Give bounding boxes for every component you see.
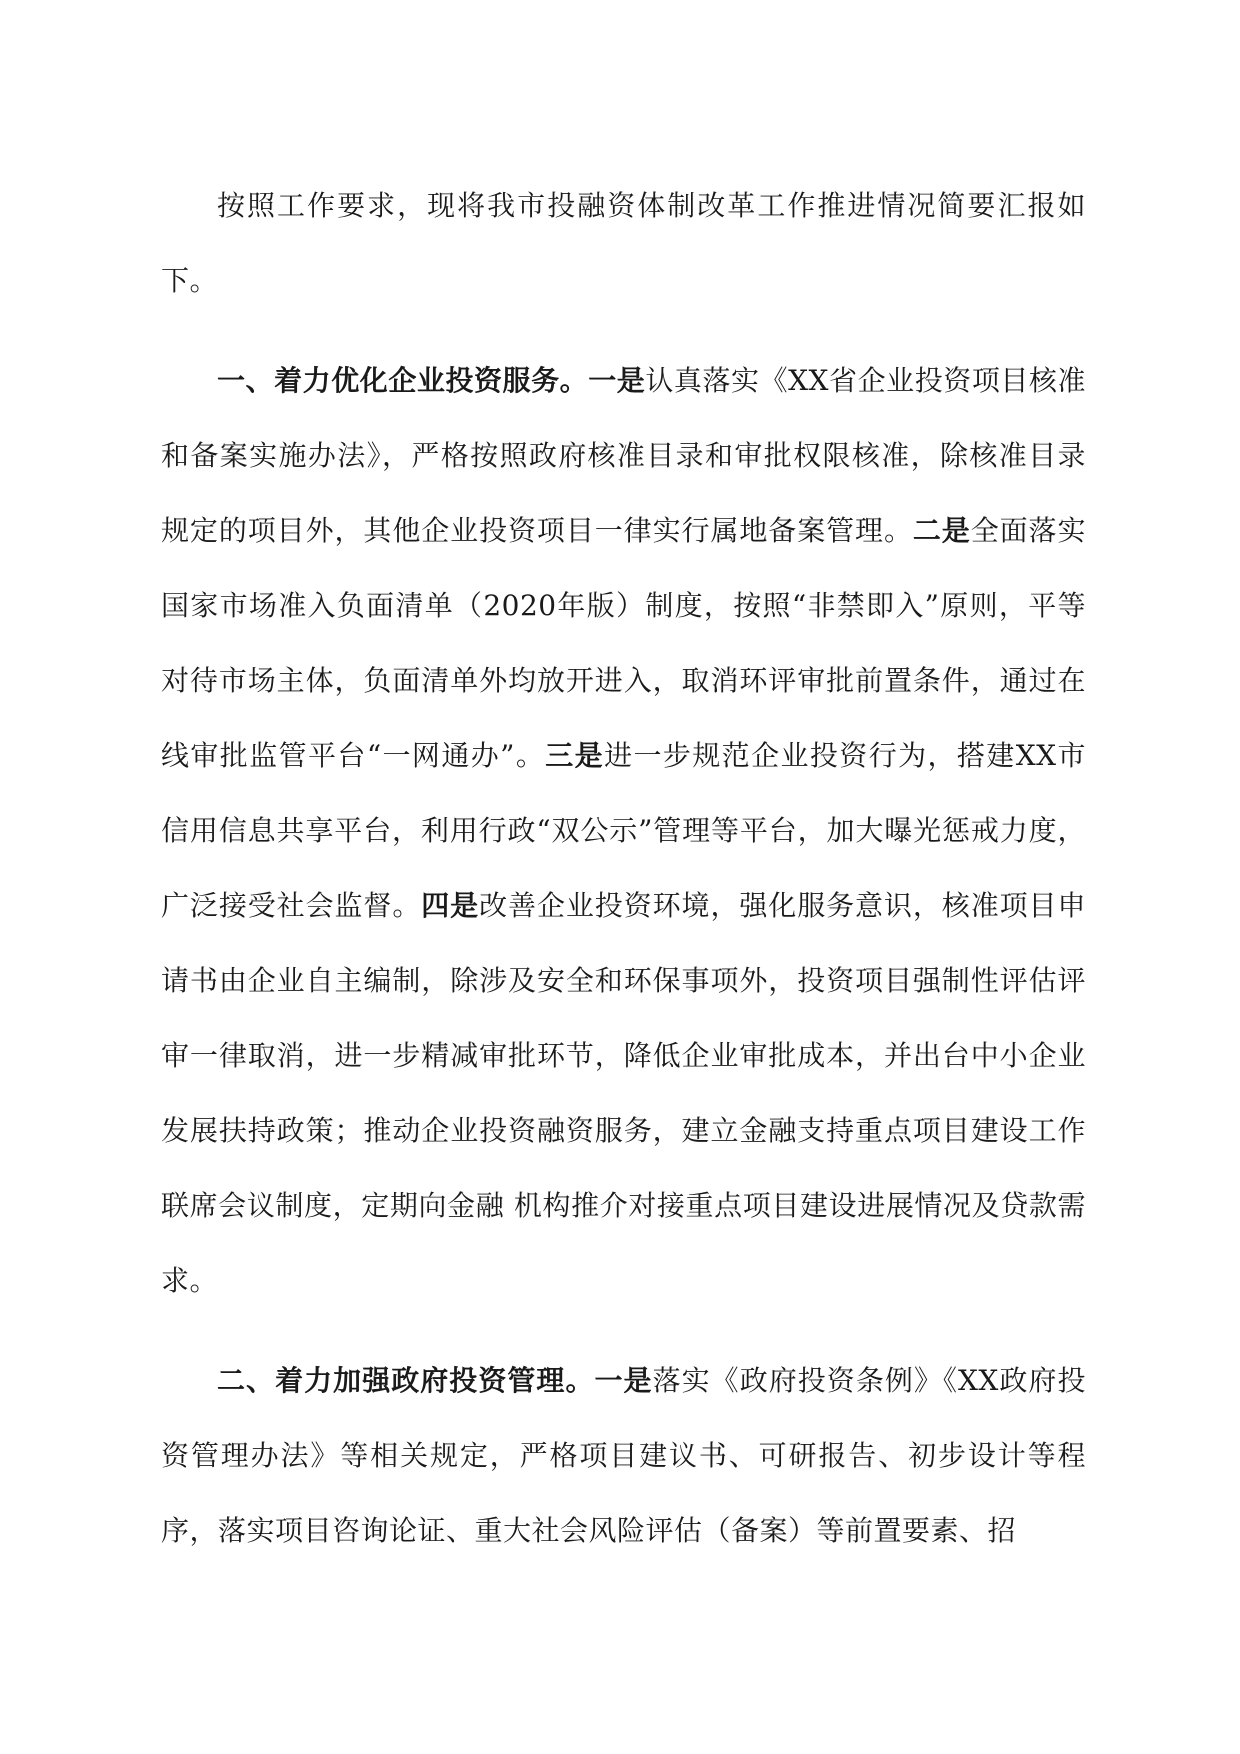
section-2-point-1-text: 落实《政府投资条例》《XX政府投资管理办法》等相关规定，严格项目建议书、可研报告、初步设计等程序，落实项目咨询论证、重大社会风险评估（备案）等前置要素、招 [161,1364,1086,1547]
document-body [161,168,1086,1568]
section-1-point-3-label: 三是 [545,739,605,772]
section-1-point-1-text: 认真落实《XX省企业投资项目核准和备案实施办法》，严格按照政府核准目录和审批权限核准，除核准目录规定的项目外，其他企业投资项目一律实行属地备案管理。 [161,364,1086,547]
section-1-heading: 一、着力优化企业投资服务。 [217,364,589,397]
intro-paragraph [161,168,1086,318]
section-1-point-4-label: 四是 [421,889,480,922]
section-2-paragraph [161,1343,1086,1568]
section-1-paragraph [161,343,1086,1318]
section-1-point-3-text: 进一步规范企业投资行为，搭建XX市信用信息共享平台，利用行政“双公示”管理等平台，加大曝光惩戒力度，广泛接受社会监督。 [161,739,1086,922]
section-1-point-2-text: 全面落实国家市场准入负面清单（2020年版）制度，按照“非禁即入”原则，平等对待市场主体，负面清单外均放开进入，取消环评审批前置条件，通过在线审批监管平台“一网通办”。 [161,514,1086,772]
intro-text: 按照工作要求，现将我市投融资体制改革工作推进情况简要汇报如下。 [161,189,1086,297]
section-1-point-1-label: 一是 [588,364,646,397]
section-2-heading: 二、着力加强政府投资管理。 [217,1364,595,1397]
section-2-point-1-label: 一是 [594,1364,653,1397]
section-1-point-2-label: 二是 [912,514,971,547]
section-1-point-4-text: 改善企业投资环境，强化服务意识，核准项目申请书由企业自主编制，除涉及安全和环保事项外，投资项目强制性评估评审一律取消，进一步精减审批环节，降低企业审批成本，并出台中小企业发展扶持政策；推动企业投资融资服务，建立金融支持重点项目建设工作联席会议制度，定期向金融 机构推介对接重点项目建设进展情况及贷款需求。 [161,889,1086,1297]
